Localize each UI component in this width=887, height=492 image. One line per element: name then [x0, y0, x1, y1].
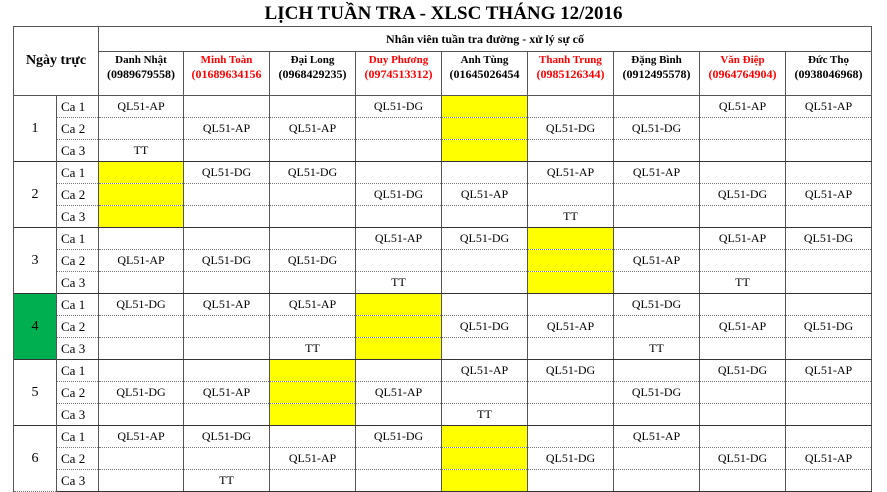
schedule-cell: QL51-AP: [528, 316, 614, 338]
schedule-cell: [442, 206, 528, 228]
schedule-cell: QL51-DG: [356, 184, 442, 206]
schedule-cell: QL51-AP: [786, 184, 872, 206]
schedule-cell: [99, 360, 184, 382]
schedule-cell: TT: [528, 206, 614, 228]
schedule-cell: [99, 206, 184, 228]
shift-label: Ca 3: [57, 272, 99, 294]
schedule-cell: QL51-DG: [528, 448, 614, 470]
schedule-cell: QL51-DG: [270, 250, 356, 272]
shift-label: Ca 2: [57, 448, 99, 470]
table-row: [14, 184, 872, 206]
schedule-cell: QL51-DG: [700, 448, 786, 470]
staff-group-header: Nhân viên tuần tra đường - xử lý sự cố: [99, 27, 872, 52]
schedule-cell: [614, 206, 700, 228]
schedule-cell: [786, 426, 872, 448]
schedule-cell: [528, 338, 614, 360]
schedule-cell: QL51-AP: [184, 294, 270, 316]
schedule-cell: [442, 272, 528, 294]
schedule-cell: [614, 470, 700, 492]
schedule-cell: QL51-AP: [614, 426, 700, 448]
schedule-cell: [700, 382, 786, 404]
schedule-cell: QL51-AP: [270, 294, 356, 316]
day-number: 2: [14, 162, 57, 228]
shift-label: Ca 1: [57, 228, 99, 250]
schedule-cell: [700, 426, 786, 448]
schedule-cell: [442, 118, 528, 140]
table-row: [14, 96, 872, 118]
schedule-cell: [356, 162, 442, 184]
shift-label: Ca 2: [57, 118, 99, 140]
schedule-cell: [528, 272, 614, 294]
staff-header-4: [356, 52, 442, 96]
schedule-cell: [786, 470, 872, 492]
schedule-cell: [786, 338, 872, 360]
schedule-cell: [442, 250, 528, 272]
schedule-cell: [614, 316, 700, 338]
schedule-cell: [700, 470, 786, 492]
schedule-cell: [356, 338, 442, 360]
schedule-cell: QL51-AP: [442, 360, 528, 382]
schedule-cell: [184, 316, 270, 338]
schedule-cell: [356, 470, 442, 492]
schedule-cell: QL51-AP: [270, 448, 356, 470]
schedule-cell: [786, 382, 872, 404]
shift-label: Ca 2: [57, 250, 99, 272]
schedule-cell: QL51-AP: [700, 96, 786, 118]
schedule-cell: QL51-DG: [99, 382, 184, 404]
staff-phone: (01689634156: [191, 67, 262, 81]
schedule-cell: [700, 206, 786, 228]
schedule-cell: [528, 228, 614, 250]
schedule-cell: QL51-DG: [786, 228, 872, 250]
schedule-cell: [700, 162, 786, 184]
schedule-cell: [700, 140, 786, 162]
staff-name: Duy Phương: [368, 54, 429, 66]
schedule-cell: QL51-AP: [700, 228, 786, 250]
schedule-cell: [99, 316, 184, 338]
schedule-cell: [614, 184, 700, 206]
staff-header-5: [442, 52, 528, 96]
schedule-cell: QL51-DG: [614, 118, 700, 140]
schedule-cell: QL51-DG: [356, 426, 442, 448]
schedule-cell: [786, 272, 872, 294]
schedule-cell: QL51-DG: [442, 316, 528, 338]
table-row: [14, 294, 872, 316]
table-row: [14, 118, 872, 140]
shift-label: Ca 3: [57, 470, 99, 492]
header-row-group: [14, 27, 872, 52]
schedule-cell: [528, 250, 614, 272]
schedule-cell: QL51-AP: [614, 250, 700, 272]
staff-phone: (0912495578): [622, 67, 691, 81]
schedule-cell: [786, 140, 872, 162]
staff-header-8: [700, 52, 786, 96]
schedule-cell: [528, 470, 614, 492]
schedule-cell: [184, 448, 270, 470]
schedule-cell: QL51-DG: [184, 250, 270, 272]
schedule-cell: QL51-DG: [614, 294, 700, 316]
schedule-cell: [99, 448, 184, 470]
schedule-cell: TT: [442, 404, 528, 426]
schedule-cell: [442, 426, 528, 448]
table-row: [14, 228, 872, 250]
schedule-cell: QL51-AP: [786, 360, 872, 382]
schedule-cell: QL51-AP: [786, 448, 872, 470]
schedule-cell: [270, 360, 356, 382]
table-row: [14, 470, 872, 492]
schedule-cell: QL51-AP: [614, 162, 700, 184]
day-number: 1: [14, 96, 57, 162]
schedule-cell: QL51-DG: [700, 184, 786, 206]
staff-phone: (0989679558): [107, 67, 175, 81]
schedule-cell: [356, 360, 442, 382]
table-row: [14, 360, 872, 382]
page-title: LỊCH TUẦN TRA - XLSC THÁNG 12/2016: [264, 3, 623, 24]
schedule-table: [13, 26, 872, 492]
schedule-cell: QL51-AP: [99, 96, 184, 118]
schedule-cell: [184, 140, 270, 162]
schedule-cell: [528, 96, 614, 118]
schedule-cell: [442, 382, 528, 404]
staff-phone: (0985126344): [536, 67, 605, 81]
schedule-cell: [184, 272, 270, 294]
staff-name: Thanh Trung: [539, 54, 602, 66]
schedule-cell: [614, 404, 700, 426]
schedule-cell: [528, 404, 614, 426]
schedule-cell: [270, 426, 356, 448]
schedule-cell: QL51-DG: [270, 162, 356, 184]
schedule-cell: [356, 448, 442, 470]
schedule-cell: [184, 360, 270, 382]
staff-name: Văn Điệp: [720, 54, 765, 66]
table-row: [14, 316, 872, 338]
table-row: [14, 140, 872, 162]
table-row: [14, 250, 872, 272]
schedule-cell: QL51-DG: [614, 382, 700, 404]
staff-header-2: [184, 52, 270, 96]
shift-label: Ca 1: [57, 294, 99, 316]
shift-label: Ca 1: [57, 426, 99, 448]
schedule-cell: [356, 294, 442, 316]
table-row: [14, 404, 872, 426]
schedule-cell: [614, 272, 700, 294]
shift-label: Ca 1: [57, 162, 99, 184]
day-number: 3: [14, 228, 57, 294]
schedule-cell: [270, 272, 356, 294]
schedule-cell: [786, 118, 872, 140]
shift-label: Ca 2: [57, 382, 99, 404]
schedule-cell: TT: [184, 470, 270, 492]
schedule-cell: [614, 228, 700, 250]
staff-name: Minh Toàn: [200, 54, 253, 66]
schedule-cell: [528, 294, 614, 316]
schedule-cell: [270, 316, 356, 338]
schedule-cell: QL51-AP: [442, 184, 528, 206]
schedule-cell: QL51-DG: [700, 360, 786, 382]
schedule-cell: [700, 118, 786, 140]
table-row: [14, 382, 872, 404]
schedule-cell: [528, 184, 614, 206]
schedule-cell: TT: [614, 338, 700, 360]
schedule-cell: QL51-DG: [184, 426, 270, 448]
schedule-cell: TT: [270, 338, 356, 360]
schedule-cell: QL51-AP: [700, 316, 786, 338]
schedule-cell: [700, 294, 786, 316]
table-row: [14, 162, 872, 184]
schedule-cell: [442, 140, 528, 162]
schedule-cell: [442, 294, 528, 316]
table-row: [14, 426, 872, 448]
schedule-cell: [442, 470, 528, 492]
schedule-cell: [270, 228, 356, 250]
shift-label: Ca 1: [57, 360, 99, 382]
schedule-cell: QL51-AP: [184, 118, 270, 140]
shift-label: Ca 3: [57, 404, 99, 426]
table-row: [14, 338, 872, 360]
shift-label: Ca 3: [57, 338, 99, 360]
staff-name: Danh Nhật: [115, 54, 167, 66]
shift-label: Ca 3: [57, 140, 99, 162]
schedule-cell: [614, 96, 700, 118]
schedule-cell: [442, 96, 528, 118]
staff-phone: (0968429235): [278, 67, 347, 81]
table-row: [14, 272, 872, 294]
schedule-cell: [700, 250, 786, 272]
schedule-cell: TT: [99, 140, 184, 162]
schedule-cell: QL51-DG: [786, 316, 872, 338]
day-number: 4: [14, 294, 57, 360]
staff-name: Anh Tùng: [460, 54, 509, 66]
staff-phone: (0964764904): [708, 67, 777, 81]
staff-phone: (0938046968): [794, 67, 863, 81]
schedule-cell: [528, 140, 614, 162]
schedule-cell: [184, 96, 270, 118]
schedule-cell: QL51-AP: [99, 426, 184, 448]
schedule-cell: QL51-AP: [184, 382, 270, 404]
schedule-cell: [270, 404, 356, 426]
schedule-cell: [442, 162, 528, 184]
schedule-cell: [786, 294, 872, 316]
schedule-cell: QL51-DG: [442, 228, 528, 250]
schedule-cell: [786, 206, 872, 228]
schedule-cell: [99, 118, 184, 140]
schedule-cell: QL51-DG: [99, 294, 184, 316]
schedule-cell: [356, 118, 442, 140]
schedule-cell: [99, 162, 184, 184]
staff-name: Đức Thọ: [808, 54, 849, 66]
schedule-cell: QL51-AP: [528, 162, 614, 184]
staff-phone: (0974513312): [364, 67, 433, 81]
schedule-cell: QL51-DG: [528, 360, 614, 382]
staff-name: Đại Long: [290, 54, 335, 66]
schedule-cell: [270, 470, 356, 492]
schedule-cell: QL51-DG: [184, 162, 270, 184]
shift-label: Ca 2: [57, 316, 99, 338]
schedule-cell: [99, 228, 184, 250]
schedule-cell: [270, 206, 356, 228]
day-number: 6: [14, 426, 57, 492]
schedule-cell: [356, 404, 442, 426]
schedule-cell: [99, 404, 184, 426]
schedule-cell: [528, 382, 614, 404]
ngay-truc-header: Ngày trực: [14, 27, 99, 96]
schedule-body: [14, 27, 872, 492]
staff-phone: (01645026454: [449, 67, 520, 81]
schedule-cell: [614, 360, 700, 382]
schedule-cell: [270, 96, 356, 118]
schedule-cell: [786, 250, 872, 272]
schedule-cell: QL51-AP: [356, 228, 442, 250]
schedule-cell: [99, 272, 184, 294]
schedule-cell: [700, 404, 786, 426]
schedule-cell: [786, 404, 872, 426]
schedule-cell: [700, 338, 786, 360]
header-row-staff: [14, 52, 872, 96]
schedule-cell: [184, 206, 270, 228]
shift-label: Ca 1: [57, 96, 99, 118]
schedule-cell: QL51-AP: [356, 382, 442, 404]
schedule-cell: [614, 448, 700, 470]
schedule-cell: [99, 338, 184, 360]
schedule-cell: [356, 140, 442, 162]
schedule-cell: [184, 338, 270, 360]
shift-label: Ca 2: [57, 184, 99, 206]
staff-header-1: [99, 52, 184, 96]
schedule-cell: [356, 316, 442, 338]
schedule-cell: [184, 184, 270, 206]
schedule-cell: [442, 338, 528, 360]
schedule-cell: [99, 470, 184, 492]
schedule-cell: QL51-DG: [356, 96, 442, 118]
schedule-cell: [270, 382, 356, 404]
staff-header-9: [786, 52, 872, 96]
schedule-cell: [356, 250, 442, 272]
schedule-cell: [614, 140, 700, 162]
schedule-cell: QL51-DG: [528, 118, 614, 140]
schedule-cell: [184, 228, 270, 250]
schedule-cell: TT: [700, 272, 786, 294]
schedule-cell: [356, 206, 442, 228]
schedule-cell: [270, 184, 356, 206]
schedule-cell: [528, 426, 614, 448]
table-row: [14, 448, 872, 470]
schedule-cell: TT: [356, 272, 442, 294]
schedule-cell: [99, 184, 184, 206]
table-row: [14, 206, 872, 228]
schedule-cell: QL51-AP: [99, 250, 184, 272]
schedule-cell: [184, 404, 270, 426]
staff-header-3: [270, 52, 356, 96]
schedule-cell: QL51-AP: [786, 96, 872, 118]
shift-label: Ca 3: [57, 206, 99, 228]
schedule-cell: [442, 448, 528, 470]
schedule-cell: [786, 162, 872, 184]
staff-name: Đặng Bình: [631, 54, 682, 66]
staff-header-7: [614, 52, 700, 96]
schedule-cell: QL51-AP: [270, 118, 356, 140]
staff-header-6: [528, 52, 614, 96]
day-number: 5: [14, 360, 57, 426]
schedule-cell: [270, 140, 356, 162]
